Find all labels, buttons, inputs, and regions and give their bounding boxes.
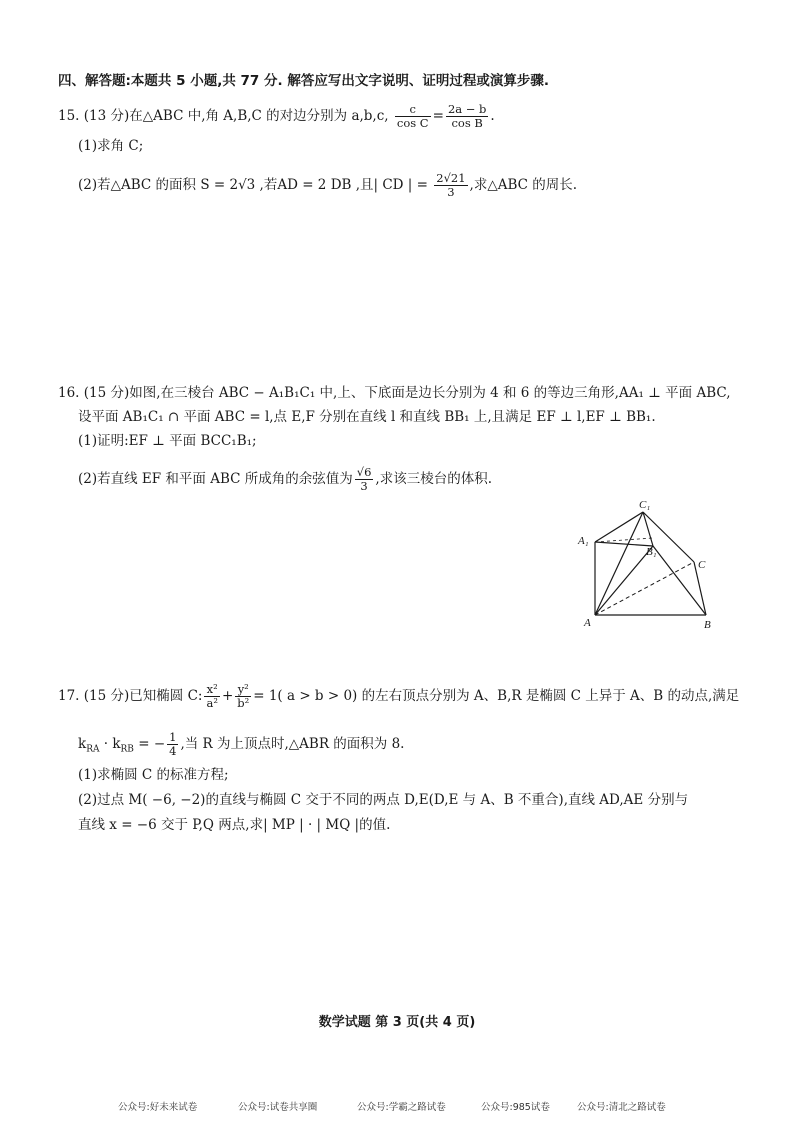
fraction-denominator: 3 xyxy=(447,185,455,199)
edge-hidden-top xyxy=(595,538,653,542)
question-16-line-1 xyxy=(58,384,731,402)
section-header: 四、解答题:本题共 5 小题,共 77 分. 解答应写出文字说明、证明过程或演算步骤. xyxy=(58,73,549,89)
question-16-part-1: (1)证明:EF ⊥ 平面 BCC₁B₁; xyxy=(78,433,257,449)
question-number: 15. xyxy=(58,108,80,124)
fraction-numerator: 2√21 xyxy=(436,171,466,185)
label-b1: B₁ xyxy=(646,546,657,558)
page-footer: 数学试题 第 3 页(共 4 页) xyxy=(318,1015,476,1030)
fraction xyxy=(434,172,467,199)
fraction-denominator: 4 xyxy=(169,744,177,758)
fraction-numerator: y² xyxy=(235,683,251,697)
question-15-text: (13 分)在△ABC 中,角 A,B,C 的对边分别为 a,b,c, xyxy=(83,108,389,124)
question-17-condition-tail: ,当 R 为上顶点时,△ABR 的面积为 8. xyxy=(180,736,405,752)
fraction-numerator: c xyxy=(395,103,431,117)
fraction-denominator: b² xyxy=(237,696,250,710)
question-16-part-2 xyxy=(78,466,492,493)
question-17-condition xyxy=(78,731,404,759)
equals-minus: = − xyxy=(138,736,166,752)
label-b: B xyxy=(704,619,711,631)
watermark: 公众号:清北之路试卷 xyxy=(577,1102,666,1113)
fraction xyxy=(235,683,251,710)
fraction-denominator: cos B xyxy=(451,116,483,130)
fraction-numerator: 2a − b xyxy=(447,102,487,116)
label-c: C xyxy=(698,559,706,571)
fraction xyxy=(395,103,431,130)
dot-k: · k xyxy=(103,736,121,752)
fraction xyxy=(355,466,374,493)
fraction xyxy=(167,731,178,758)
plus-sign: + xyxy=(221,688,234,704)
edge-a1-b1 xyxy=(595,542,653,546)
slope-subscript: RA xyxy=(86,744,100,755)
edge-a-b1 xyxy=(595,546,653,615)
edge-a-c-hidden xyxy=(595,562,694,615)
question-17-text-tail: = 1( a > b > 0) 的左右顶点分别为 A、B,R 是椭圆 C 上异于 A、B 的动点,满足 xyxy=(253,688,740,704)
question-16-part-2-text: (2)若直线 EF 和平面 ABC 所成角的余弦值为 xyxy=(78,471,353,487)
question-15-part-2-tail: ,求△ABC 的周长. xyxy=(469,177,578,193)
question-15-stem: 15. (13 分)在△ABC 中,角 A,B,C 的对边分别为 a,b,c, $\frac{c}{\text{cos C}}$ = $\frac{2a - b}{\text{cos B}}$ . xyxy=(58,102,495,130)
watermark: 公众号:好未来试卷 xyxy=(118,1102,198,1113)
question-17-part-1: (1)求椭圆 C 的标准方程; xyxy=(78,767,229,783)
label-c1: C₁ xyxy=(639,499,651,511)
question-15-part-2-text: (2)若△ABC 的面积 S = 2√3 ,若AD = 2 DB ,且| CD | = xyxy=(78,177,428,193)
question-17-text: (15 分)已知椭圆 C: xyxy=(83,688,203,704)
question-number: 17. xyxy=(58,688,80,704)
question-16-part-2-tail: ,求该三棱台的体积. xyxy=(375,471,493,487)
question-15-part-2 xyxy=(78,172,577,199)
fraction-denominator: cos C xyxy=(396,116,429,130)
fraction xyxy=(204,683,219,710)
fraction-numerator: 1 xyxy=(169,730,177,744)
watermark: 公众号:985试卷 xyxy=(481,1102,550,1113)
label-a: A xyxy=(584,617,591,629)
watermark: 公众号:学霸之路试卷 xyxy=(357,1102,446,1113)
label-a1: A₁ xyxy=(578,535,589,547)
question-17-part-2-line-1: (2)过点 M( −6, −2)的直线与椭圆 C 交于不同的两点 D,E(D,E 与 A、B 不重合),直线 AD,AE 分别与 xyxy=(78,792,689,808)
fraction-numerator: √6 xyxy=(356,465,372,479)
fraction-denominator: a² xyxy=(206,696,218,710)
fraction-numerator: x² xyxy=(204,683,219,697)
question-16-line-2: 设平面 AB₁C₁ ∩ 平面 ABC = l,点 E,F 分别在直线 l 和直线 BB₁ 上,且满足 EF ⊥ l,EF ⊥ BB₁. xyxy=(78,409,656,425)
slope-k: k xyxy=(78,736,87,752)
fraction xyxy=(446,103,488,130)
watermark: 公众号:试卷共享圈 xyxy=(238,1102,318,1113)
question-17-stem xyxy=(58,683,739,710)
fraction-denominator: 3 xyxy=(360,479,368,493)
question-15-part-1: (1)求角 C; xyxy=(78,138,144,154)
question-number: 16. xyxy=(58,385,80,401)
frustum-figure xyxy=(570,498,730,638)
slope-subscript: RB xyxy=(120,744,134,755)
question-17-part-2-line-2: 直线 x = −6 交于 P,Q 两点,求| MP | · | MQ |的值. xyxy=(78,817,391,833)
question-16-text: (15 分)如图,在三棱台 ABC − A₁B₁C₁ 中,上、下底面是边长分别为 4 和 6 的等边三角形,AA₁ ⊥ 平面 ABC, xyxy=(83,385,731,401)
